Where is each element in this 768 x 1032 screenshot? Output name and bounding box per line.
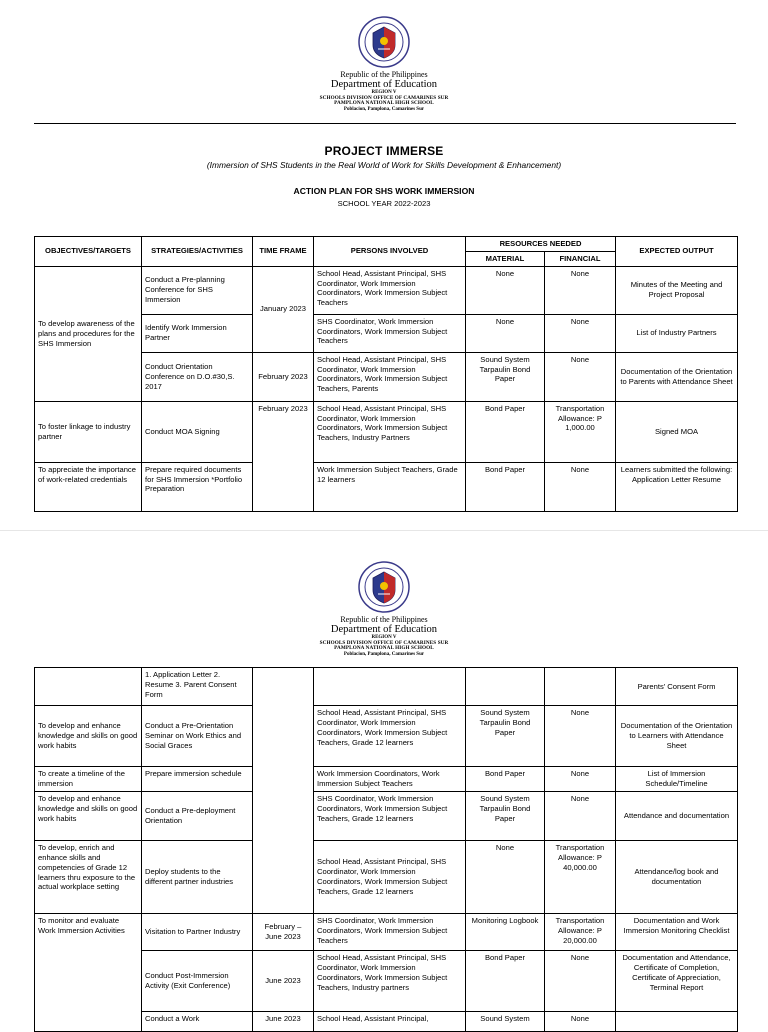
financial-cell: Transportation Allowance: P 40,000.00 (545, 841, 616, 914)
output-cell: List of Immersion Schedule/Timeline (616, 767, 738, 792)
output-cell: Documentation of the Orientation to Parents with Attendance Sheet (616, 352, 738, 401)
table-row (35, 266, 738, 314)
table-row (35, 792, 738, 841)
material-cell (466, 668, 545, 706)
header-rule (34, 123, 736, 124)
financial-cell: Transportation Allowance: P 1,000.00 (545, 401, 616, 462)
division-line: SCHOOLS DIVISION OFFICE OF CAMARINES SUR (319, 94, 449, 101)
persons-cell: Work Immersion Coordinators, Work Immersion Subject Teachers (314, 767, 466, 792)
strategy-cell: Prepare immersion schedule (142, 767, 253, 792)
objective-cell: To foster linkage to industry partner (35, 401, 142, 462)
persons-cell: School Head, Assistant Principal, SHS Coordinator, Work Immersion Coordinators, Work Immersion Subject Teachers (314, 266, 466, 314)
strategy-cell: 1. Application Letter 2. Resume 3. Parent Consent Form (142, 668, 253, 706)
table-row (35, 767, 738, 792)
material-cell: Sound System (466, 1012, 545, 1032)
output-cell: Minutes of the Meeting and Project Proposal (616, 266, 738, 314)
financial-cell: None (545, 1012, 616, 1032)
time-frame-cell: February – June 2023 (253, 914, 314, 951)
persons-cell: SHS Coordinator, Work Immersion Coordinators, Work Immersion Subject Teachers (314, 914, 466, 951)
persons-cell: School Head, Assistant Principal, SHS Coordinator, Work Immersion Coordinators, Work Immersion Subject Teachers, Grade 12 learners (314, 706, 466, 767)
deped-seal-icon (358, 561, 410, 613)
material-cell: None (466, 841, 545, 914)
financial-cell: None (545, 767, 616, 792)
output-cell: Signed MOA (616, 401, 738, 462)
persons-cell: School Head, Assistant Principal, (314, 1012, 466, 1032)
strategy-cell: Identify Work Immersion Partner (142, 314, 253, 352)
plan-title: ACTION PLAN FOR SHS WORK IMMERSION (293, 186, 475, 196)
department-line: Department of Education (330, 79, 438, 91)
material-cell: None (466, 314, 545, 352)
material-cell: None (466, 266, 545, 314)
table-row (35, 706, 738, 767)
time-frame-cell: February 2023 (253, 401, 314, 511)
header-resources: RESOURCES NEEDED (466, 237, 616, 252)
department-line: Department of Education (330, 624, 438, 636)
financial-cell: None (545, 951, 616, 1012)
strategy-cell: Conduct MOA Signing (142, 401, 253, 462)
strategy-cell: Visitation to Partner Industry (142, 914, 253, 951)
region-line: REGION V (371, 635, 397, 641)
objective-cell: To appreciate the importance of work-related credentials (35, 462, 142, 511)
financial-cell: Transportation Allowance: P 20,000.00 (545, 914, 616, 951)
table-row (35, 401, 738, 462)
time-frame-cell (253, 668, 314, 914)
table-row (35, 841, 738, 914)
persons-cell: School Head, Assistant Principal, SHS Coordinator, Work Immersion Coordinators, Work Immersion Subject Teachers, Industry partners (314, 951, 466, 1012)
header-objectives: OBJECTIVES/TARGETS (35, 237, 142, 267)
strategy-cell: Conduct a Pre-Orientation Seminar on Work Ethics and Social Graces (142, 706, 253, 767)
letterhead (0, 71, 768, 112)
address-line: Poblacion, Pamplona, Camarines Sur (343, 106, 425, 112)
table-row (35, 462, 738, 511)
objective-cell: To develop awareness of the plans and procedures for the SHS Immersion (35, 266, 142, 401)
header-financial: FINANCIAL (545, 251, 616, 266)
financial-cell: None (545, 706, 616, 767)
financial-cell: None (545, 352, 616, 401)
region-line: REGION V (371, 90, 397, 96)
table-row (35, 914, 738, 951)
project-subtitle: (Immersion of SHS Students in the Real World of Work for Skills Development & Enhancement) (206, 160, 562, 170)
persons-cell: Work Immersion Subject Teachers, Grade 12 learners (314, 462, 466, 511)
strategy-cell: Conduct a Pre-deployment Orientation (142, 792, 253, 841)
strategy-cell: Conduct Post-Immersion Activity (Exit Conference) (142, 951, 253, 1012)
output-cell: Documentation of the Orientation to Learners with Attendance Sheet (616, 706, 738, 767)
strategy-cell: Prepare required documents for SHS Immersion *Portfolio Preparation (142, 462, 253, 511)
address-line: Poblacion, Pamplona, Camarines Sur (343, 651, 425, 657)
header-time-frame: TIME FRAME (253, 237, 314, 267)
material-cell: Sound System Tarpaulin Bond Paper (466, 706, 545, 767)
material-cell: Sound System Tarpaulin Bond Paper (466, 352, 545, 401)
objective-cell: To create a timeline of the immersion (35, 767, 142, 792)
republic-line: Republic of the Philippines (340, 615, 428, 624)
output-cell: Attendance and documentation (616, 792, 738, 841)
persons-cell: SHS Coordinator, Work Immersion Coordinators, Work Immersion Subject Teachers, Grade 12 learners (314, 792, 466, 841)
objective-cell: To monitor and evaluate Work Immersion Activities (35, 914, 142, 1032)
school-line: PAMPLONA NATIONAL HIGH SCHOOL (334, 645, 434, 652)
republic-line: Republic of the Philippines (340, 70, 428, 79)
output-cell: Documentation and Work Immersion Monitoring Checklist (616, 914, 738, 951)
objective-cell (35, 668, 142, 706)
time-frame-cell: June 2023 (253, 1012, 314, 1032)
output-cell: Documentation and Attendance, Certificate of Completion, Certificate of Appreciation, Terminal Report (616, 951, 738, 1012)
strategy-cell: Conduct a Work (142, 1012, 253, 1032)
time-frame-cell: January 2023 (253, 266, 314, 352)
financial-cell (545, 668, 616, 706)
material-cell: Sound System Tarpaulin Bond Paper (466, 792, 545, 841)
table-row (35, 668, 738, 706)
objective-cell: To develop and enhance knowledge and skills on good work habits (35, 792, 142, 841)
financial-cell: None (545, 462, 616, 511)
page-2 (0, 530, 768, 1025)
material-cell: Bond Paper (466, 401, 545, 462)
header-strategies: STRATEGIES/ACTIVITIES (142, 237, 253, 267)
output-cell: Attendance/log book and documentation (616, 841, 738, 914)
persons-cell: SHS Coordinator, Work Immersion Coordinators, Work Immersion Subject Teachers (314, 314, 466, 352)
output-cell (616, 1012, 738, 1032)
financial-cell: None (545, 314, 616, 352)
header-persons: PERSONS INVOLVED (314, 237, 466, 267)
strategy-cell: Deploy students to the different partner industries (142, 841, 253, 914)
time-frame-cell: February 2023 (253, 352, 314, 401)
persons-cell: School Head, Assistant Principal, SHS Coordinator, Work Immersion Coordinators, Work Immersion Subject Teachers, Parents (314, 352, 466, 401)
objective-cell: To develop and enhance knowledge and skills on good work habits (35, 706, 142, 767)
material-cell: Bond Paper (466, 767, 545, 792)
school-line: PAMPLONA NATIONAL HIGH SCHOOL (334, 100, 434, 107)
deped-seal-icon (358, 16, 410, 68)
project-title: PROJECT IMMERSE (324, 144, 444, 158)
division-line: SCHOOLS DIVISION OFFICE OF CAMARINES SUR (319, 639, 449, 646)
header-material: MATERIAL (466, 251, 545, 266)
objective-cell: To develop, enrich and enhance skills and competencies of Grade 12 learners thru exposure to the actual workplace setting (35, 841, 142, 914)
persons-cell (314, 668, 466, 706)
time-frame-cell: June 2023 (253, 951, 314, 1012)
strategy-cell: Conduct a Pre-planning Conference for SHS Immersion (142, 266, 253, 314)
financial-cell: None (545, 266, 616, 314)
output-cell: Learners submitted the following: Application Letter Resume (616, 462, 738, 511)
material-cell: Bond Paper (466, 462, 545, 511)
school-year: SCHOOL YEAR 2022-2023 (337, 199, 431, 208)
financial-cell: None (545, 792, 616, 841)
action-plan-table-2 (34, 667, 738, 1032)
persons-cell: School Head, Assistant Principal, SHS Coordinator, Work Immersion Coordinators, Work Immersion Subject Teachers, Industry Partners (314, 401, 466, 462)
output-cell: Parents' Consent Form (616, 668, 738, 706)
header-output: EXPECTED OUTPUT (616, 237, 738, 267)
persons-cell: School Head, Assistant Principal, SHS Coordinator, Work Immersion Coordinators, Work Immersion Subject Teachers, Grade 12 learners (314, 841, 466, 914)
action-plan-table-1 (34, 236, 738, 512)
output-cell: List of Industry Partners (616, 314, 738, 352)
material-cell: Bond Paper (466, 951, 545, 1012)
strategy-cell: Conduct Orientation Conference on D.O.#30,S. 2017 (142, 352, 253, 401)
material-cell: Monitoring Logbook (466, 914, 545, 951)
letterhead (0, 616, 768, 657)
